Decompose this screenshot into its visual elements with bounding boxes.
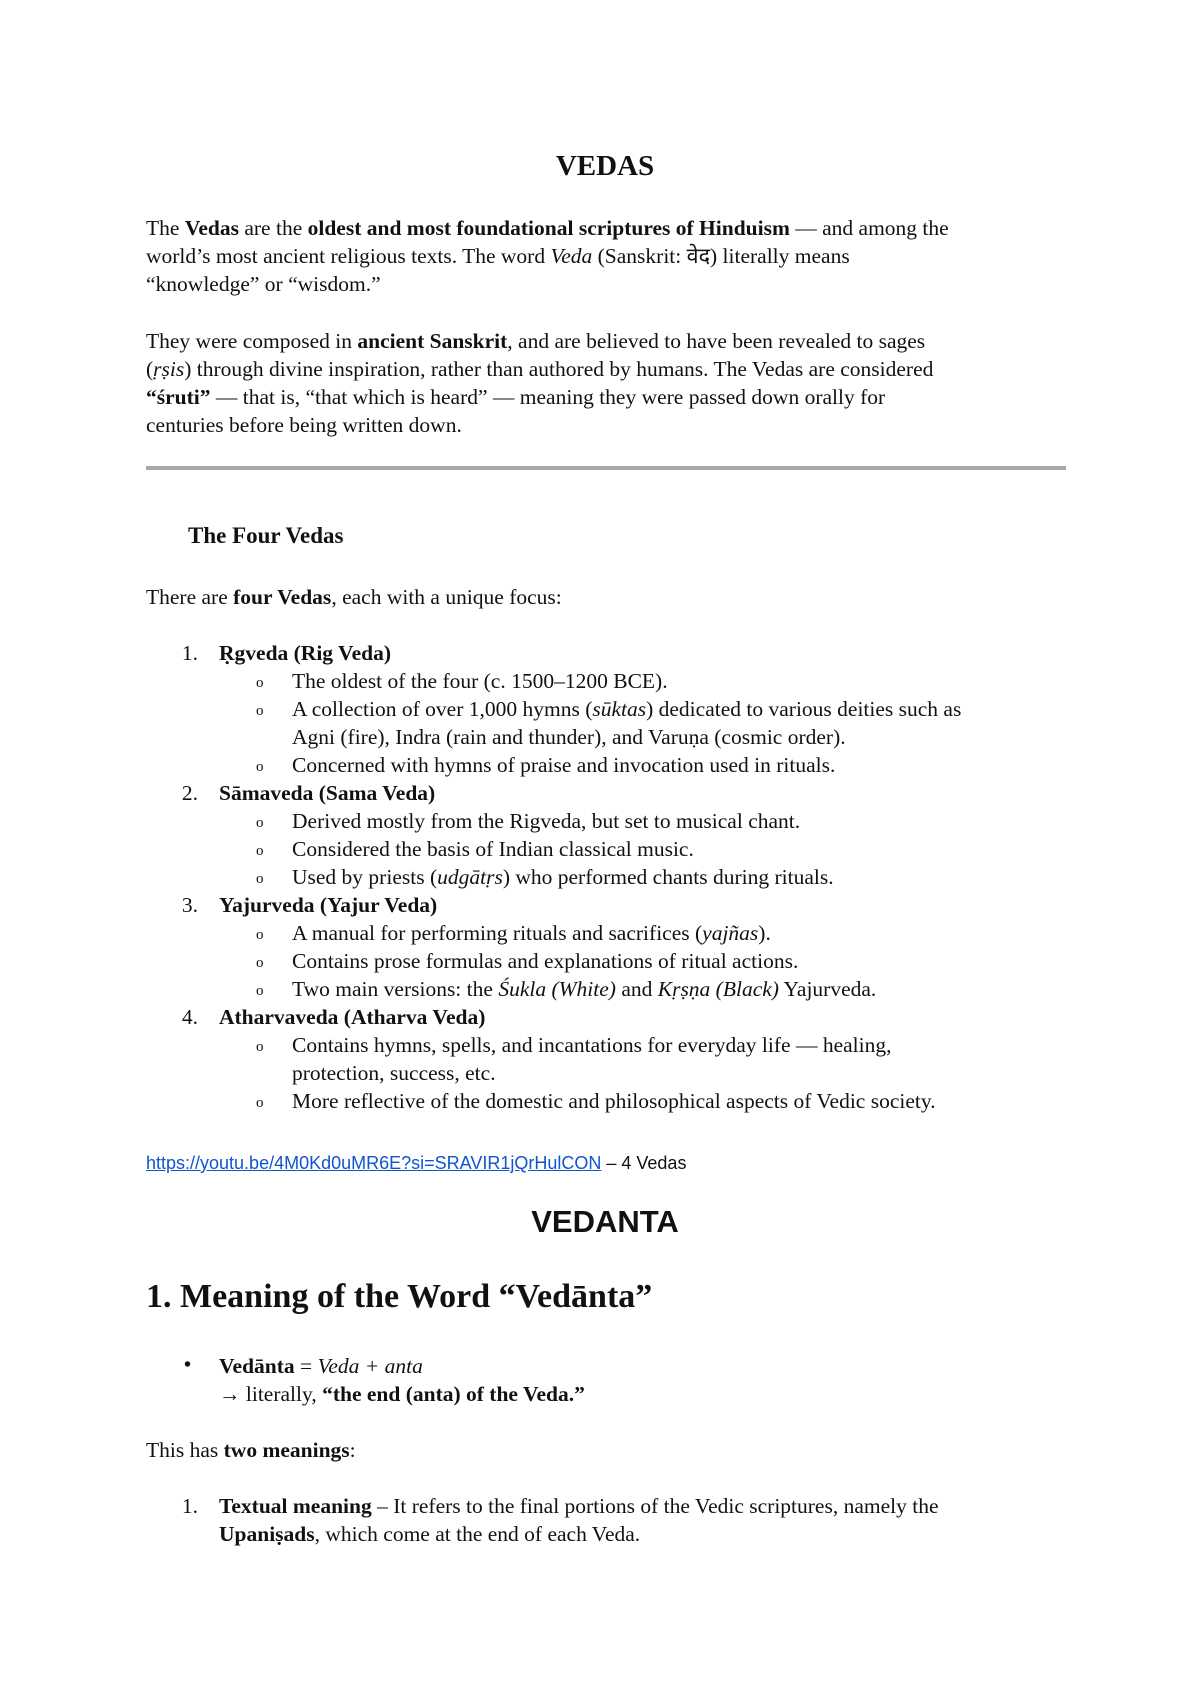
youtube-link[interactable]: https://youtu.be/4M0Kd0uMR6E?si=SRAVIR1jQrHulCON: [146, 1153, 602, 1173]
intro-paragraph-2: [146, 327, 1066, 439]
meaning-heading: 1. Meaning of the Word “Vedānta”: [146, 1278, 653, 1315]
bullet-icon: o: [256, 871, 264, 887]
veda-name-yajurveda: Yajurveda (Yajur Veda): [219, 893, 438, 917]
list-number-1: 1.: [181, 641, 198, 665]
list-item: Used by priests (udgātṛs) who performed chants during rituals.: [292, 865, 834, 889]
list-item: Derived mostly from the Rigveda, but set to musical chant.: [292, 809, 801, 833]
bullet-icon: o: [256, 927, 264, 943]
intro-p2-line-2: (ṛṣis) through divine inspiration, rather than authored by humans. The Vedas are considered: [146, 357, 934, 381]
veda-name-atharvaveda: Atharvaveda (Atharva Veda): [219, 1005, 486, 1029]
list-number-2: 2.: [181, 781, 198, 805]
vedanta-definition: Vedānta = Veda + anta: [219, 1354, 423, 1378]
list-item: Considered the basis of Indian classical music.: [292, 837, 694, 861]
bullet-icon: o: [256, 703, 264, 719]
page-title: VEDAS: [555, 150, 655, 182]
list-number-3: 3.: [181, 893, 198, 917]
bullet-dot-icon: •: [184, 1354, 192, 1376]
bullet-icon: o: [256, 983, 264, 999]
list-item: More reflective of the domestic and philosophical aspects of Vedic society.: [292, 1089, 936, 1113]
intro-p2-line-1: They were composed in ancient Sanskrit, and are believed to have been revealed to sages: [146, 329, 926, 353]
list-number-4: 4.: [181, 1005, 198, 1029]
intro-p1-line-1: The Vedas are the oldest and most foundational scriptures of Hinduism — and among the: [146, 216, 949, 240]
vedanta-title: VEDANTA: [531, 1204, 679, 1239]
bullet-icon: o: [256, 1039, 264, 1055]
list-item-continuation: Agni (fire), Indra (rain and thunder), and Varuṇa (cosmic order).: [292, 725, 846, 749]
bullet-icon: o: [256, 955, 264, 971]
vedanta-literal-meaning: → literally, “the end (anta) of the Veda.”: [219, 1382, 585, 1406]
intro-p2-line-4: centuries before being written down.: [146, 413, 462, 437]
video-link-line: [146, 1153, 686, 1174]
list-number-textual: 1.: [181, 1494, 198, 1518]
four-vedas-intro: There are four Vedas, each with a unique focus:: [146, 585, 562, 609]
textual-meaning-line-2: Upaniṣads, which come at the end of each Veda.: [219, 1522, 641, 1546]
intro-p2-line-3: “śruti” — that is, “that which is heard” — meaning they were passed down orally for: [146, 385, 886, 409]
horizontal-rule: [146, 466, 1066, 470]
list-item: Concerned with hymns of praise and invocation used in rituals.: [292, 753, 836, 777]
list-item: The oldest of the four (c. 1500–1200 BCE).: [292, 669, 668, 693]
veda-name-rigveda: Ṛgveda (Rig Veda): [219, 641, 392, 665]
intro-p1-line-2: world’s most ancient religious texts. The word Veda (Sanskrit: वेद) literally means: [146, 244, 850, 268]
two-meanings-line: This has two meanings:: [146, 1438, 356, 1462]
list-item: Contains hymns, spells, and incantations for everyday life — healing,: [292, 1033, 892, 1057]
list-item: Contains prose formulas and explanations of ritual actions.: [292, 949, 799, 973]
four-vedas-heading: The Four Vedas: [188, 523, 344, 548]
list-item-continuation: protection, success, etc.: [292, 1061, 496, 1085]
bullet-icon: o: [256, 1095, 264, 1111]
veda-name-samaveda: Sāmaveda (Sama Veda): [219, 781, 436, 805]
link-suffix: – 4 Vedas: [601, 1153, 687, 1173]
bullet-icon: o: [256, 675, 264, 691]
bullet-icon: o: [256, 759, 264, 775]
bullet-icon: o: [256, 843, 264, 859]
intro-p1-line-3: “knowledge” or “wisdom.”: [146, 272, 381, 296]
list-item: A manual for performing rituals and sacrifices (yajñas).: [292, 921, 771, 945]
intro-paragraph-1: [146, 214, 1066, 298]
list-item: Two main versions: the Śukla (White) and Kṛṣṇa (Black) Yajurveda.: [292, 977, 877, 1001]
bullet-icon: o: [256, 815, 264, 831]
list-item: A collection of over 1,000 hymns (sūktas) dedicated to various deities such as: [292, 697, 962, 721]
textual-meaning-line-1: Textual meaning – It refers to the final portions of the Vedic scriptures, namely the: [219, 1494, 939, 1518]
